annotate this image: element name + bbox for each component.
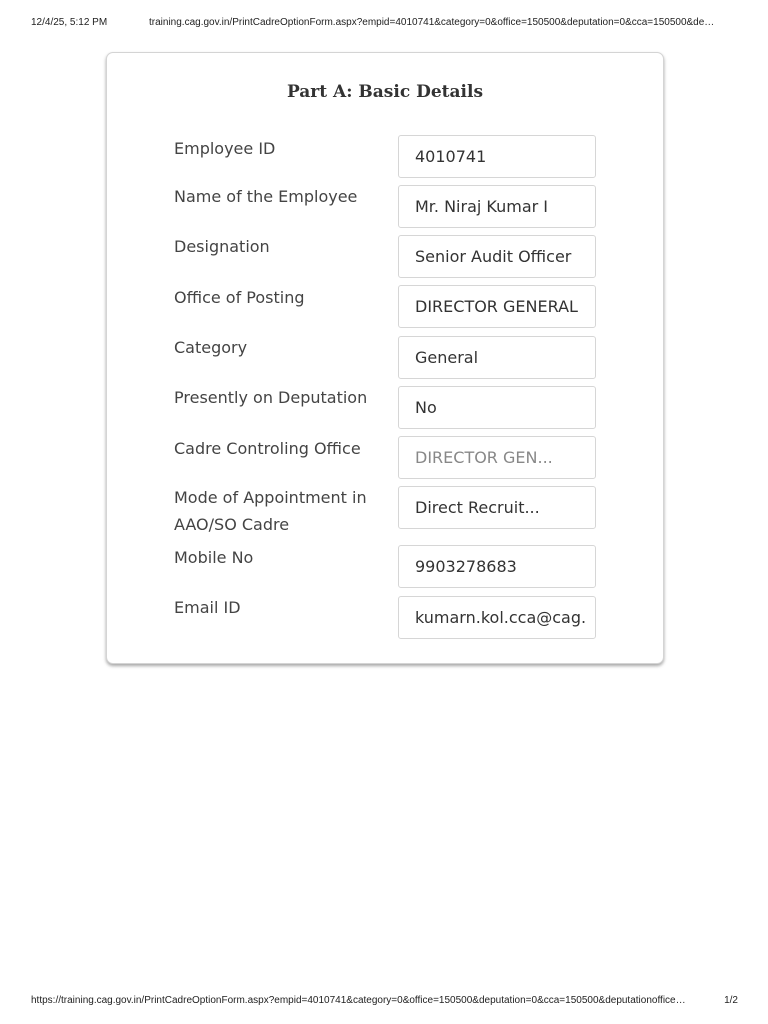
category-label: Category [174, 338, 248, 357]
cadre-controlling-office-label: Cadre Controling Office [174, 439, 361, 458]
office-of-posting-field[interactable]: DIRECTOR GENERAL [398, 285, 596, 328]
email-id-field[interactable]: kumarn.kol.cca@cag. [398, 596, 596, 639]
cadre-controlling-office-field[interactable]: DIRECTOR GEN... [398, 436, 596, 479]
deputation-label: Presently on Deputation [174, 388, 368, 407]
designation-field[interactable]: Senior Audit Officer [398, 235, 596, 278]
employee-name-field[interactable]: Mr. Niraj Kumar I [398, 185, 596, 228]
mode-of-appointment-field[interactable]: Direct Recruit... [398, 486, 596, 529]
deputation-field[interactable]: No [398, 386, 596, 429]
employee-id-field[interactable]: 4010741 [398, 135, 596, 178]
category-field[interactable]: General [398, 336, 596, 379]
mode-of-appointment-label: Mode of Appointment in AAO/SO Cadre [174, 488, 367, 534]
employee-id-label: Employee ID [174, 139, 276, 158]
print-timestamp: 12/4/25, 5:12 PM [31, 17, 108, 28]
print-footer-url: https://training.cag.gov.in/PrintCadreOptionForm.aspx?empid=4010741&category=0&office=150500&deputation=0&cca=150500&deputationoffice… [31, 995, 686, 1006]
mobile-no-field[interactable]: 9903278683 [398, 545, 596, 588]
employee-name-label: Name of the Employee [174, 187, 358, 206]
basic-details-card [106, 52, 664, 664]
mobile-no-label: Mobile No [174, 548, 254, 567]
page-number: 1/2 [724, 995, 738, 1006]
section-title: Part A: Basic Details [286, 82, 484, 102]
print-header-url: training.cag.gov.in/PrintCadreOptionForm.aspx?empid=4010741&category=0&office=150500&deputation=0&cca=150500&de… [149, 17, 715, 28]
office-of-posting-label: Office of Posting [174, 288, 305, 307]
email-id-label: Email ID [174, 598, 241, 617]
designation-label: Designation [174, 237, 270, 256]
